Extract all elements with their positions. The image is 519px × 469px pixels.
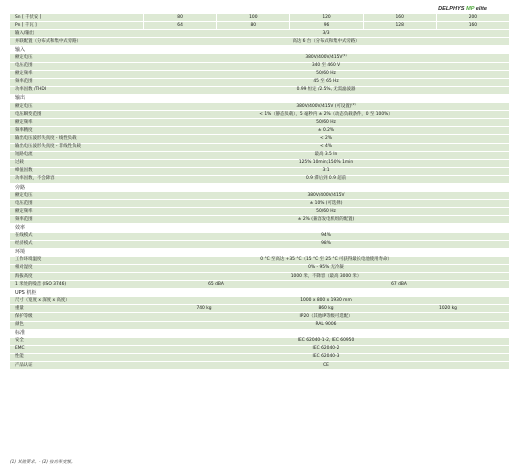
cell: 160 [363, 14, 436, 22]
row-value: 高达 6 台（分布式和集中式旁路） [292, 38, 360, 44]
footnote: (1) 其他要求。- (2) 按功率变频。 [10, 460, 76, 465]
row-label: 输入/输出 [15, 30, 35, 36]
section-title-output: 输出 [10, 95, 509, 103]
cell: 120 [289, 14, 362, 22]
cell: 96 [289, 22, 362, 30]
row-value: $380V/400V/415V^{(1)}$ [305, 54, 347, 61]
row-label: 额定频率 [15, 119, 33, 125]
row-value: 380V/400V/415V (可设置)$^{(2)}$ [296, 102, 356, 109]
row-label: 电压范围 [15, 63, 33, 69]
row-label: 额定电压 [15, 103, 33, 109]
row-value: RAL 9006 [315, 322, 337, 328]
cell: 100 [216, 14, 289, 22]
row-label: 额定电压 [15, 55, 33, 61]
cell: 80 [143, 14, 216, 22]
row-label: 1 米处的噪音 (ISO 3746) [15, 281, 67, 287]
row-label: 产品认证 [15, 362, 33, 368]
row-value: < 1%（静态负载），5 毫秒内 ± 2%（动态负载条件，0 至 100%） [259, 111, 393, 117]
row-value: CE [323, 362, 329, 368]
row-label: 额定频率 [15, 208, 33, 214]
row-value: IEC 62040-1-2, IEC 60950 [297, 338, 355, 344]
cell: 860 kg [318, 305, 334, 311]
row-label: 短路电流 [15, 152, 33, 158]
row-value: 1000 x 800 x 1930 mm [300, 297, 352, 303]
row-label: 在线模式 [15, 233, 33, 239]
section-title-environment: 环境 [10, 249, 509, 257]
row-label: 海拔高度 [15, 273, 33, 279]
row-value: ± 10% (可选择) [309, 200, 343, 206]
row-label: 经济模式 [15, 241, 33, 247]
row-value: ± 2% (兼容发电机组的配置) [297, 216, 355, 222]
cell: 1020 kg [439, 305, 457, 311]
row-value: 98% [321, 241, 331, 247]
row-value: 3:1 [322, 168, 330, 174]
product-name: DELPHYS MP elite [438, 6, 487, 12]
row-value: 94% [321, 233, 331, 239]
row-label: 性能 [15, 354, 24, 360]
row-label: Sn [ 千伏安 ] [15, 14, 42, 20]
row-value: 3/3 [322, 30, 330, 36]
row-label: 尺寸（宽度 x 深度 x 高度） [15, 297, 70, 303]
spec-sheet [10, 4, 509, 370]
row-label: 颜色 [15, 322, 24, 328]
row-label: 重量 [15, 305, 24, 311]
row-value: 0% - 95% 无冷凝 [308, 265, 344, 271]
cell: 200 [436, 14, 509, 22]
row-value: ± 0.2% [317, 127, 335, 133]
row-value: IP20（其他IP等级可选配） [299, 314, 353, 320]
row-value: < 2% [319, 135, 333, 141]
spec-row [10, 362, 509, 370]
row-label: 并联配置（分布式和集中式旁路） [15, 38, 81, 44]
row-label: 频率范围 [15, 79, 33, 85]
row-label: 频率精度 [15, 127, 33, 133]
row-value: 0 °C 至高达 +35 °C（15 °C 至 25 °C 可获得最长电池使用寿命） [260, 257, 392, 263]
row-value: 50/60 Hz [316, 119, 336, 125]
cell: 67 dBA [391, 281, 407, 287]
cell: 65 dBA [208, 281, 224, 287]
row-value: IEC 62040-2 [312, 346, 340, 352]
row-value: 50/60 Hz [316, 208, 336, 214]
row-label: 输出电压波形失真度 - 线性负载 [15, 135, 77, 141]
row-value: 45 至 65 Hz [313, 79, 339, 85]
row-label: Pn [ 千瓦 ] [15, 22, 37, 28]
row-label: EMC [15, 346, 25, 352]
row-label: 额定电压 [15, 192, 33, 198]
row-value: 0.99 恒定 /2.5%, 无需滤波器 [296, 87, 356, 93]
row-value: 340 至 460 V [311, 63, 341, 69]
row-label: 峰值因数 [15, 168, 33, 174]
row-value: IEC 62040-3 [312, 354, 340, 360]
row-label: 功率因数，不会降容 [15, 176, 55, 182]
row-label: 电压瞬变范围 [15, 111, 42, 117]
row-label: 相对湿度 [15, 265, 33, 271]
section-title-standards: 标准 [10, 330, 509, 338]
row-label: 频率范围 [15, 216, 33, 222]
row-value: < 4% [319, 144, 333, 150]
row-label: 过载 [15, 160, 24, 166]
row-value: 380V/400V/415V [307, 192, 345, 198]
cell: 128 [363, 22, 436, 30]
row-value: 1000 米，不降容（最高 3000 米） [290, 273, 362, 279]
cell: 64 [143, 22, 216, 30]
cell: 80 [216, 22, 289, 30]
section-title-input: 输入 [10, 46, 509, 54]
row-label: 工作环境温度 [15, 257, 42, 263]
section-title-ups-cabinet: UPS 机柜 [10, 289, 509, 297]
row-value: 125% 10min;150% 1min [298, 160, 354, 166]
row-label: 功率因数 /THDI [15, 87, 47, 93]
row-label: 输出电压波形失真度 - 非线性负载 [15, 144, 81, 150]
row-label: 电压范围 [15, 200, 33, 206]
row-value: 0.9 滞后到 0.9 超前 [305, 176, 347, 182]
section-title-efficiency: 效率 [10, 224, 509, 232]
row-value: 最高 3.5 In [314, 152, 338, 158]
row-label: 额定频率 [15, 71, 33, 77]
section-title-bypass: 旁路 [10, 184, 509, 192]
cell: 740 kg [196, 305, 212, 311]
row-value: 50/60 Hz [316, 71, 336, 77]
row-label: 安全 [15, 338, 24, 344]
row-label: 保护等级 [15, 314, 33, 320]
cell: 160 [436, 22, 509, 30]
